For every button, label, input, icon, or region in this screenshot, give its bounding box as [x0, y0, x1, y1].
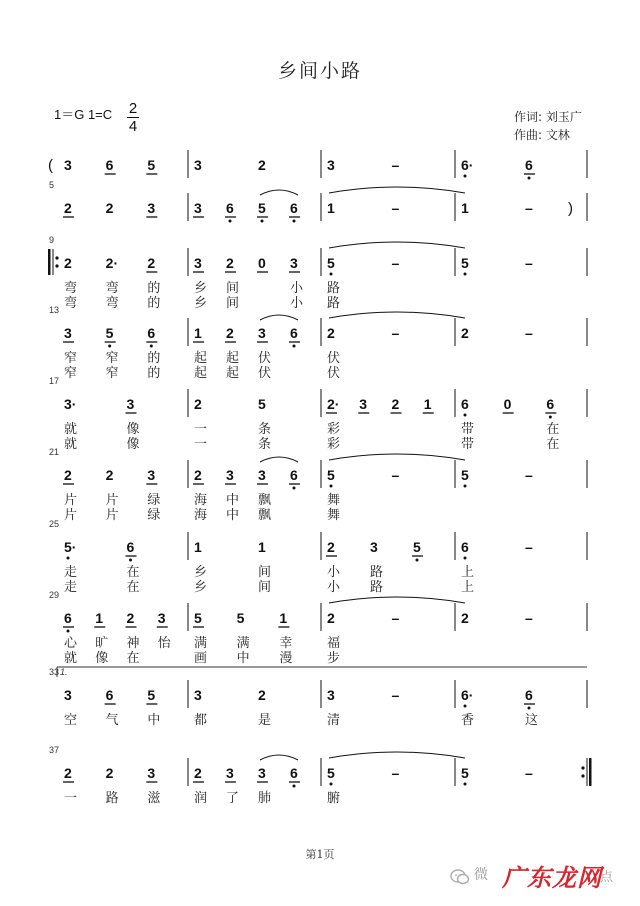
lyric-character: 舞 [327, 493, 341, 508]
lyric-character: 就 [64, 422, 78, 437]
lyric-character: 起 [226, 351, 240, 366]
sustain-dash: – [391, 687, 400, 703]
note: 6 [461, 396, 469, 412]
note: 6 [105, 157, 114, 173]
lyric-character: 旷 [95, 636, 109, 651]
lyric-character: 的 [147, 351, 161, 366]
lyric-character: 弯 [105, 296, 119, 311]
octave-dot [330, 273, 333, 276]
note: 2 [327, 610, 335, 626]
octave-dot [464, 175, 467, 178]
note: 2 [64, 255, 72, 271]
note: 1 [279, 610, 288, 626]
note: 5 [236, 610, 245, 626]
measure-number: 13 [49, 305, 60, 315]
repeat-dot [55, 264, 58, 267]
tie-arc [329, 752, 465, 758]
note: 5 [327, 765, 335, 781]
note: 0 [258, 255, 266, 271]
lyric-character: 上 [461, 565, 475, 580]
note: 2 [105, 467, 114, 483]
note: 6 [64, 610, 72, 626]
note: 6 [290, 765, 298, 781]
octave-dot [67, 557, 70, 560]
note: 3 [194, 200, 202, 216]
note: 6 [461, 539, 469, 555]
lyric-character: 弯 [64, 281, 78, 296]
watermark [450, 860, 630, 894]
lyric-character: 乡 [194, 565, 208, 580]
lyric-character: 幸 [279, 636, 293, 651]
lyric-character: 路 [327, 296, 341, 311]
measure-number: 29 [49, 590, 60, 600]
repeat-start-bar [48, 249, 51, 275]
sustain-dash: – [525, 610, 533, 626]
lyric-character: 片 [64, 493, 78, 508]
octave-dot [261, 220, 264, 223]
octave-dot [528, 707, 531, 710]
note: 2 [194, 765, 202, 781]
lyric-character: 在 [126, 565, 140, 580]
octave-dot [330, 783, 333, 786]
note: 2 [105, 765, 114, 781]
note: 3 [226, 765, 234, 781]
note: 3 [147, 467, 156, 483]
note: 6 [290, 467, 298, 483]
repeat-dot [55, 256, 58, 259]
lyric-character: 满 [236, 636, 250, 651]
lyric-character: 间 [258, 580, 272, 595]
note: 3 [327, 157, 335, 173]
lyric-character: 起 [194, 366, 208, 381]
measure-number: 17 [49, 376, 60, 386]
tie-arc [329, 242, 465, 248]
time-signature-top: 2 [128, 100, 138, 117]
note: 6· [461, 687, 474, 703]
note: 5 [413, 539, 421, 555]
tie-arc [329, 454, 465, 460]
note: 6 [147, 325, 156, 341]
note: 3 [327, 687, 335, 703]
lyric-character: 腑 [327, 791, 341, 806]
note: 2· [105, 255, 119, 271]
slur-arc [260, 315, 298, 320]
note: 1 [327, 200, 335, 216]
note: 5 [147, 157, 156, 173]
note: 2 [105, 200, 114, 216]
note: 5 [194, 610, 202, 626]
note: 2 [461, 325, 469, 341]
note: 3· [64, 396, 77, 412]
repeat-dot [581, 774, 584, 777]
lyric-character: 肺 [258, 791, 272, 806]
note: 2 [126, 610, 135, 626]
note: 5 [147, 687, 156, 703]
note: 3 [258, 467, 266, 483]
octave-dot [549, 416, 552, 419]
note: 5 [105, 325, 114, 341]
lyric-character: 清 [327, 713, 341, 728]
note: 3 [64, 157, 72, 173]
close-parenthesis: ) [568, 200, 573, 217]
sustain-dash: – [525, 467, 533, 483]
lyric-character: 这 [525, 713, 539, 728]
lyric-character: 步 [327, 651, 341, 666]
note: 5 [327, 467, 335, 483]
lyric-character: 窄 [105, 366, 119, 381]
sustain-dash: – [391, 467, 400, 483]
lyric-character: 海 [194, 508, 208, 523]
lyric-character: 满 [194, 636, 208, 651]
note: 2 [461, 610, 469, 626]
note: 2· [327, 396, 340, 412]
note: 2 [226, 325, 234, 341]
lyric-character: 飘 [258, 493, 272, 508]
note: 3 [258, 765, 266, 781]
note: 6 [126, 539, 135, 555]
note: 3 [194, 255, 202, 271]
key-signature: 1＝G 1=C [54, 107, 113, 122]
note: 2 [226, 255, 234, 271]
note: 3 [359, 396, 368, 412]
lyric-character: 中 [226, 493, 240, 508]
note: 6 [226, 200, 234, 216]
note: 2 [391, 396, 400, 412]
lyric-character: 上 [461, 580, 475, 595]
note: 6 [290, 200, 298, 216]
lyric-character: 伏 [258, 351, 272, 366]
wechat-icon [450, 868, 470, 886]
lyric-character: 弯 [64, 296, 78, 311]
sustain-dash: – [391, 610, 400, 626]
note: 0 [503, 396, 512, 412]
repeat-end-bar [589, 758, 592, 786]
measure-number: 25 [49, 519, 60, 529]
note: 3 [64, 325, 72, 341]
lyric-character: 小 [290, 281, 304, 296]
note: 1 [461, 200, 469, 216]
note: 6 [546, 396, 555, 412]
lyricist-credit: 作词: 刘玉广 [514, 110, 582, 124]
note: 6 [525, 687, 533, 703]
lyric-character: 福 [327, 636, 341, 651]
lyric-character: 片 [64, 508, 78, 523]
lyric-character: 就 [64, 651, 78, 666]
note: 5· [64, 539, 77, 555]
note: 3 [290, 255, 298, 271]
note: 2 [64, 200, 72, 216]
lyric-character: 小 [327, 565, 341, 580]
sustain-dash: – [391, 200, 400, 216]
lyric-character: 中 [236, 651, 250, 666]
note: 2 [64, 765, 72, 781]
lyric-character: 香 [461, 713, 475, 728]
note: 5 [461, 255, 469, 271]
octave-dot [229, 220, 232, 223]
measure-number: 21 [49, 447, 60, 457]
octave-dot [293, 487, 296, 490]
lyric-character: 都 [194, 713, 208, 728]
lyric-character: 窄 [105, 351, 119, 366]
sustain-dash: – [525, 200, 533, 216]
slur-arc [260, 457, 298, 462]
lyric-character: 路 [105, 791, 119, 806]
note: 1 [423, 396, 432, 412]
lyric-character: 气 [105, 713, 119, 728]
octave-dot [150, 345, 153, 348]
sustain-dash: – [391, 325, 400, 341]
sustain-dash: – [391, 255, 400, 271]
lyric-character: 小 [327, 580, 341, 595]
lyric-character: 怡 [157, 636, 171, 651]
lyric-character: 片 [105, 508, 119, 523]
lyric-character: 乡 [194, 580, 208, 595]
open-parenthesis: ( [48, 157, 53, 174]
tie-arc [329, 312, 465, 318]
lyric-character: 中 [226, 508, 240, 523]
octave-dot [416, 559, 419, 562]
lyric-character: 间 [226, 296, 240, 311]
lyric-character: 片 [105, 493, 119, 508]
lyric-character: 神 [126, 636, 140, 651]
octave-dot [108, 345, 111, 348]
octave-dot [129, 559, 132, 562]
lyric-character: 像 [95, 651, 109, 666]
octave-dot [464, 783, 467, 786]
lyric-character: 条 [258, 422, 272, 437]
sustain-dash: – [391, 765, 400, 781]
sustain-dash: – [525, 255, 533, 271]
measure-number: 37 [49, 745, 60, 755]
lyric-character: 了 [226, 791, 240, 806]
sustain-dash: – [391, 157, 400, 173]
watermark-prefix: 微 [474, 867, 488, 883]
lyric-character: 中 [147, 713, 161, 728]
note: 1 [258, 539, 266, 555]
note: 2 [327, 325, 335, 341]
octave-dot [293, 785, 296, 788]
song-title: 乡间小路 [277, 60, 362, 82]
lyric-character: 起 [194, 351, 208, 366]
note: 5 [258, 396, 266, 412]
measure-number: 5 [49, 180, 55, 190]
lyric-character: 是 [258, 713, 272, 728]
lyric-character: 的 [147, 281, 161, 296]
note: 6 [290, 325, 298, 341]
note: 2 [258, 157, 266, 173]
lyric-character: 窄 [64, 351, 78, 366]
measure-number: 33 [49, 667, 60, 677]
octave-dot [464, 273, 467, 276]
lyric-character: 绿 [147, 493, 161, 508]
note: 5 [327, 255, 335, 271]
octave-dot [528, 177, 531, 180]
sustain-dash: – [525, 539, 533, 555]
lyric-character: 带 [461, 422, 475, 437]
octave-dot [330, 485, 333, 488]
lyric-character: 滋 [147, 791, 161, 806]
lyric-character: 漫 [279, 651, 293, 666]
lyric-character: 像 [126, 422, 140, 437]
lyric-character: 起 [226, 366, 240, 381]
lyric-character: 绿 [147, 508, 161, 523]
note: 3 [157, 610, 166, 626]
slur-arc [260, 755, 298, 760]
note: 3 [126, 396, 135, 412]
lyric-character: 窄 [64, 366, 78, 381]
note: 1 [95, 610, 104, 626]
note: 5 [461, 765, 469, 781]
note: 5 [258, 200, 266, 216]
lyric-character: 间 [258, 565, 272, 580]
sustain-dash: – [525, 325, 533, 341]
note: 6· [461, 157, 474, 173]
note: 2 [327, 539, 335, 555]
lyric-character: 空 [64, 713, 78, 728]
lyric-character: 就 [64, 437, 78, 452]
note: 3 [147, 765, 156, 781]
measure-number: 9 [49, 235, 55, 245]
lyric-character: 乡 [194, 296, 208, 311]
note: 2 [64, 467, 72, 483]
lyric-character: 在 [126, 580, 140, 595]
lyric-character: 弯 [105, 281, 119, 296]
lyric-character: 的 [147, 296, 161, 311]
note: 2 [147, 255, 156, 271]
note: 5 [461, 467, 469, 483]
note: 3 [370, 539, 378, 555]
lyric-character: 伏 [327, 351, 341, 366]
octave-dot [464, 414, 467, 417]
lyric-character: 在 [546, 437, 560, 452]
note: 6 [105, 687, 114, 703]
lyric-character: 彩 [327, 437, 341, 452]
lyric-character: 飘 [258, 508, 272, 523]
volta-label: 1. [60, 667, 68, 677]
note: 3 [64, 687, 72, 703]
octave-dot [67, 630, 70, 633]
lyric-character: 条 [258, 437, 272, 452]
lyric-character: 海 [194, 493, 208, 508]
slur-arc [260, 190, 298, 195]
lyric-character: 的 [147, 366, 161, 381]
lyric-character: 乡 [194, 281, 208, 296]
repeat-dot [581, 766, 584, 769]
note: 3 [194, 687, 202, 703]
lyric-character: 间 [226, 281, 240, 296]
octave-dot [293, 345, 296, 348]
lyric-character: 带 [461, 437, 475, 452]
octave-dot [464, 557, 467, 560]
tie-arc [329, 187, 465, 193]
lyric-character: 在 [126, 651, 140, 666]
lyric-character: 一 [64, 791, 78, 806]
composer-credit: 作曲: 文林 [514, 128, 570, 142]
watermark-brand: 广东龙网 [502, 864, 602, 892]
lyric-character: 一 [194, 437, 208, 452]
lyric-character: 像 [126, 437, 140, 452]
time-signature-bottom: 4 [128, 118, 138, 135]
lyric-character: 画 [194, 651, 208, 666]
lyric-character: 在 [546, 422, 560, 437]
lyric-character: 伏 [327, 366, 341, 381]
octave-dot [293, 220, 296, 223]
note: 3 [194, 157, 202, 173]
note: 1 [194, 325, 202, 341]
lyric-character: 走 [64, 580, 78, 595]
note: 3 [226, 467, 234, 483]
lyric-character: 一 [194, 422, 208, 437]
octave-dot [464, 705, 467, 708]
note: 1 [194, 539, 202, 555]
lyric-character: 路 [370, 565, 384, 580]
lyric-character: 路 [327, 281, 341, 296]
lyric-character: 路 [370, 580, 384, 595]
page-number: 第1页 [305, 848, 335, 861]
note: 3 [258, 325, 266, 341]
note: 3 [147, 200, 156, 216]
note: 2 [258, 687, 266, 703]
lyric-character: 舞 [327, 508, 341, 523]
sustain-dash: – [525, 765, 533, 781]
note: 2 [194, 396, 202, 412]
lyric-character: 走 [64, 565, 78, 580]
lyric-character: 小 [290, 296, 304, 311]
tie-arc [329, 597, 465, 603]
note: 6 [525, 157, 533, 173]
lyric-character: 彩 [327, 422, 341, 437]
watermark-suffix: 点 [600, 870, 614, 885]
note: 2 [194, 467, 202, 483]
octave-dot [464, 485, 467, 488]
lyric-character: 伏 [258, 366, 272, 381]
lyric-character: 润 [194, 791, 208, 806]
lyric-character: 心 [64, 636, 78, 651]
